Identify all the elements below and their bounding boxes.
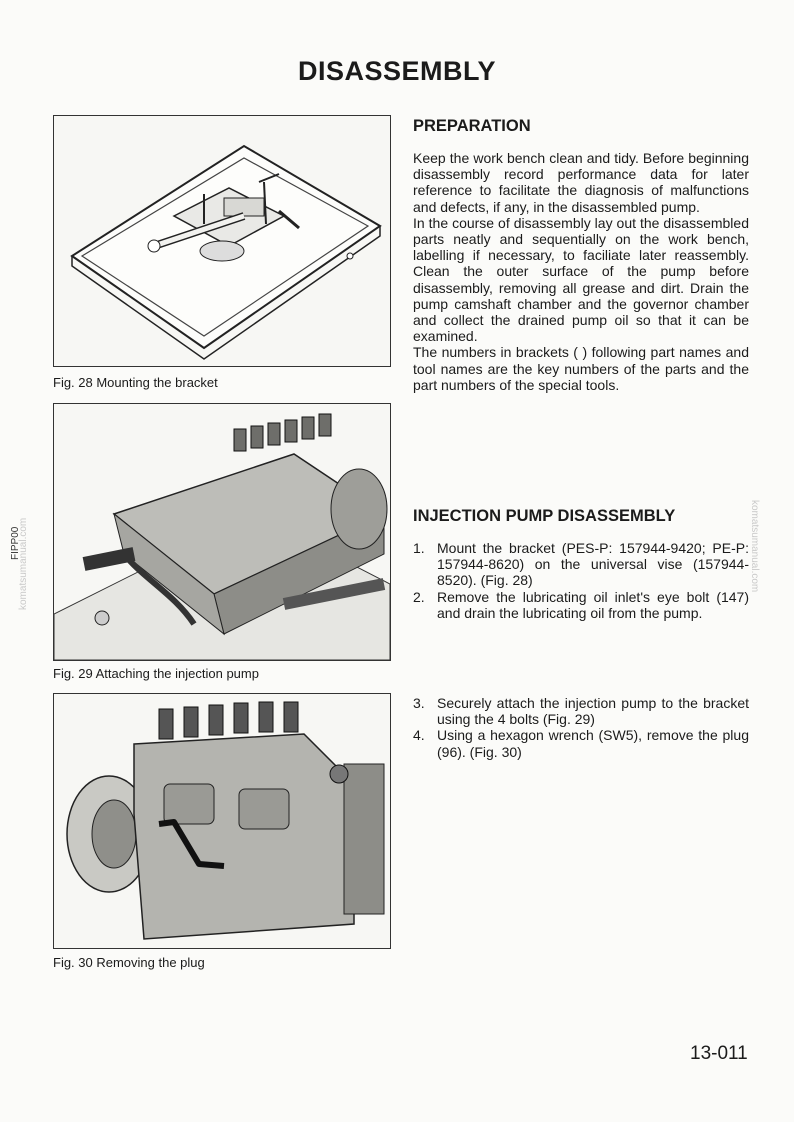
disassembly-heading: INJECTION PUMP DISASSEMBLY: [413, 507, 676, 525]
step-text: Using a hexagon wrench (SW5), remove the plug (96). (Fig. 30): [437, 727, 749, 760]
step-number: 4.: [413, 727, 425, 744]
list-item: [413, 589, 749, 621]
step-number: 1.: [413, 540, 425, 556]
preparation-text: [413, 150, 749, 393]
step-number: 2.: [413, 588, 425, 605]
preparation-paragraph: The numbers in brackets ( ) following part names and tool names are the key numbers of the parts and the part numbers of the special tools.: [413, 344, 749, 393]
step-text: Remove the lubricating oil inlet's eye bolt (147) and drain the lubricating oil from the pump.: [437, 588, 749, 621]
steps-list-a: [413, 540, 749, 621]
figure-28-caption: Fig. 28 Mounting the bracket: [53, 375, 218, 390]
page-title: DISASSEMBLY: [297, 56, 497, 86]
page-number: 13-011: [690, 1043, 748, 1064]
preparation-paragraph: In the course of disassembly lay out the disassembled parts neatly and sequentially on the work bench, labelling if necessary, to faciliate later reassembly. Clean the outer surface of the pump before disassembly, removing all grease and dirt. Drain the pump camshaft chamber and the governor chamber and collect the drained pump oil so that it can be examined.: [413, 214, 749, 345]
figure-30-image: [53, 693, 391, 949]
preparation-heading: PREPARATION: [413, 117, 531, 135]
list-item: [413, 727, 749, 759]
watermark-left: komatsumanual.com: [18, 517, 29, 610]
figure-29-caption: Fig. 29 Attaching the injection pump: [53, 666, 259, 681]
list-item: [413, 695, 749, 727]
step-text: Securely attach the injection pump to the bracket using the 4 bolts (Fig. 29): [437, 695, 749, 728]
watermark-right: komatsumanual.com: [749, 500, 760, 593]
step-text: Mount the bracket (PES-P: 157944-9420; PE-P: 157944-8620) on the universal vise (157944-8520). (Fig. 28): [437, 540, 749, 589]
figure-29-image: [53, 403, 391, 661]
figure-28-image: [53, 115, 391, 367]
figure-30-caption: Fig. 30 Removing the plug: [53, 955, 205, 970]
preparation-paragraph: Keep the work bench clean and tidy. Before beginning disassembly record performance data for later reference to facilitate the diagnosis of malfunctions and defects, if any, in the disassembled pump.: [413, 150, 749, 215]
step-number: 3.: [413, 695, 425, 711]
list-item: [413, 540, 749, 589]
side-code: FIPP00: [10, 526, 21, 560]
steps-list-b: [413, 695, 749, 760]
